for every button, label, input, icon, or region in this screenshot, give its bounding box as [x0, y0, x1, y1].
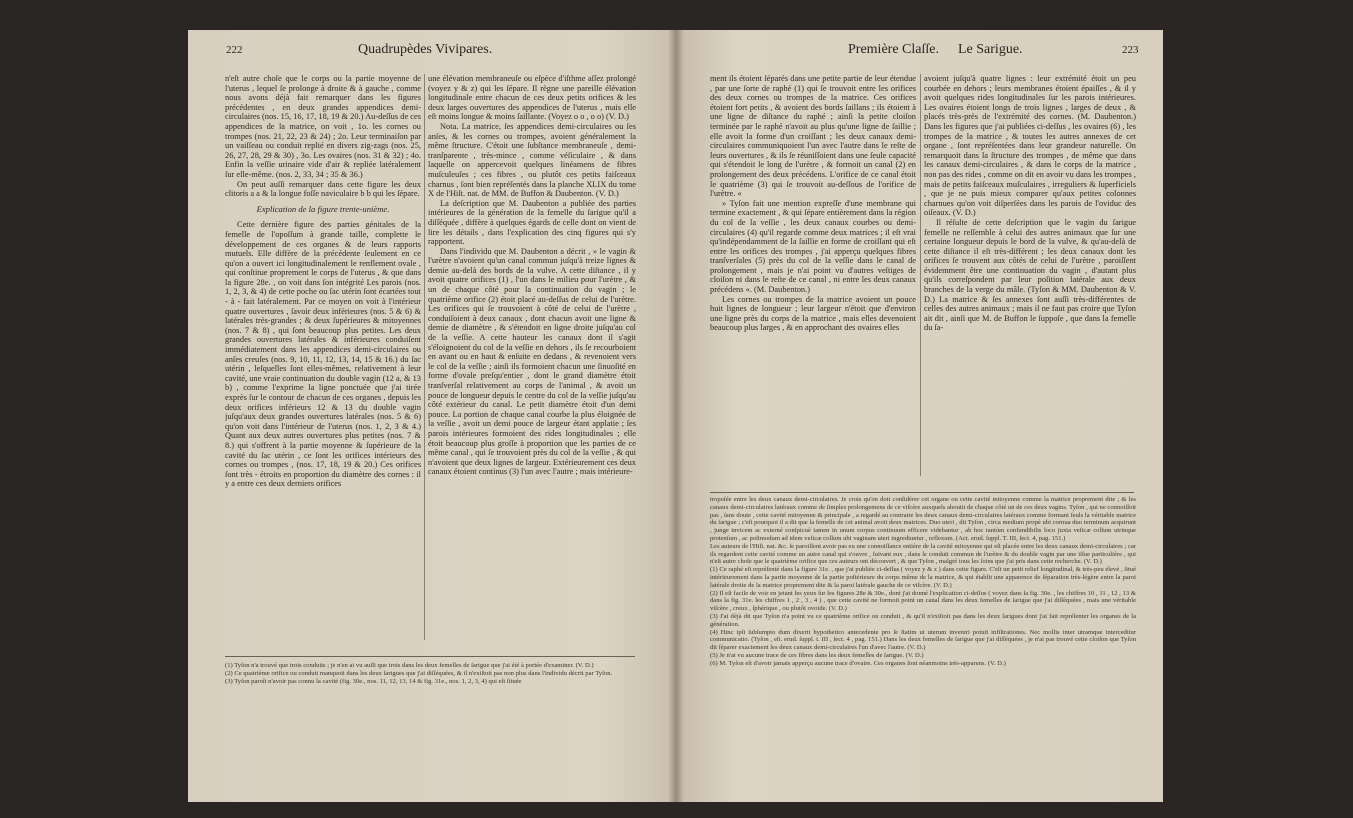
- paragraph: Les cornes ou trompes de la matrice avoient un pouce huit lignes de longueur ; leur largeur n'étoit que d'environ une ligne près du corps de la matrice , mais elles devenoient beaucoup plus larges , & en approchant des ovaires elles: [710, 294, 916, 333]
- paragraph: » Tyſon fait une mention expreſſe d'une membrane qui termine exactement , & qui ſépare entièrement dans la région du col de la veſſie , les deux canaux courbes ou demi-circulaires (4) qu'il regarde comme deux matrices ; il eſt vrai qu'indépendamment de la ſaillie en forme de croiſſant qui eſt entre les orifices des trompes , j'ai apperçu quelques fibres tranſverſales (5) près du col de la veſſie dans le canal de prolongement , mais je n'ai point vu d'autres veſtiges de cloiſon ni dans le reſte de ce canal , ni entre les deux canaux précédens «. (M. Daubenton.): [710, 198, 916, 295]
- left-column-2: [428, 74, 636, 646]
- paragraph: Dans l'individu que M. Daubenton a décrit , » le vagin & l'urètre n'avoient qu'un canal commun juſqu'à treize lignes & demie au-delà des bords de la vulve. A cette diſtance , il y avoit quatre orifices (1) , l'un dans le milieu pour l'urètre , & un de chaque côté pour la continuation du vagin ; le quatrième orifice (2) étoit placé au-deſſus de celui de l'urètre. Les orifices qui ſe trouvoient à côté de celui de l'urètre , conduiſoient à deux canaux , dont chacun avoit une ligne & demie de diamètre , & s'étendoit en ligne droite juſqu'au col de la veſſie. A cette hauteur les canaux dont il s'agit s'éloignoient du col de la veſſie en dehors , ils ſe recourboient en avant ou en haut & enſuite en dedans , & revenoient vers le col de la veſſie ; ainſi ils formoient chacun une ſinuoſité en forme d'ovale preſqu'entier , dont le grand diamètre étoit tranſverſal relativement au corps de l'animal , & avoit un pouce de longueur depuis le centre du col de la veſſie juſqu'au côté extérieur du canal. Le petit diamètre étoit d'un demi pouce. La portion de chaque canal courbe la plus éloignée de la veſſie , avoit un demi pouce de largeur étant applatie ; ſes parois intérieures formoient des rides longitudinales ; elle étoit beaucoup plus groſſe à proportion que les parties de ce même canal , qui ſe trouvoient près du col de la veſſie , & qui n'avoient que deux lignes de largeur. Extérieurement ces deux canaux étoient continus (3) l'un avec l'autre ; mais intérieure-: [428, 246, 636, 477]
- right-column-2: [924, 74, 1136, 484]
- paragraph: On peut auſſi remarquer dans cette figure les deux clitoris a a & la longue foſſe naviculaire b b qui les ſépare.: [225, 179, 421, 199]
- footnote: (5) Je n'ai vu aucune trace de ces fibres dans les deux femelles de ſarigue. (V. D.): [710, 651, 924, 659]
- paragraph: n'eſt autre choſe que le corps ou la partie moyenne de l'uterus , lequel ſe prolonge à droite & à gauche , comme nous avons déjà fait remarquer dans les figures précédentes , en deux grandes appendices demi-circulaires (nos. 15, 16, 17, 18, 19 & 20.) Au-deſſus de ces appendices de la matrice, on voit , 1o. les cornes ou trompes (nos. 21, 22, 23 & 24) ; 2o. Leur terminaiſon par un vaiſſeau ou conduit replié en divers zig-zags (nos. 25, 26, 27, 28, 29 & 30) , 3o. Les ovaires (nos. 31 & 32) ; 4o. Enfin la veſſie urinaire vide d'air & repliée latéralement ſur elle-même. (nos. 2, 33, 34 ; 35 & 36.): [225, 74, 421, 179]
- paragraph: Il réſulte de cette deſcription que le vagin du ſarigue femelle ne reſſemble à celui des autres animaux que ſur une certaine longueur depuis le bord de la vulve, & qu'au-delà de cette diſtance il eſt très-différent ; les deux canaux dont les orifices ſe trouvent aux côtés de celui de l'urètre , paroiſſent évidemment être une continuation du vagin , d'autant plus qu'ils correſpondent par leur poſition latérale aux deux branches de la verge du mâle. (Tyſon & MM. Daubenton & V. D.) La matrice & ſes annexes ſont auſſi très-différentes de celles des autres animaux ; mais il ne faut pas croire que Tyſon ait dit , ainſi que M. de Buffon le ſuppoſe , que dans la femelle du ſa-: [924, 217, 1136, 333]
- right-column-1: [710, 74, 916, 484]
- left-page-number: 222: [226, 44, 243, 56]
- paragraph: La deſcription que M. Daubenton a publiée des parties intérieures de la génération de la femelle du ſarigue qu'il a diſſéquée , diffère à quelques égards de celle dont on vient de lire les détails , dans l'explication des cinq figures qui s'y rapportent.: [428, 198, 636, 247]
- left-footnotes: [225, 662, 637, 762]
- footnote: (3) Tyſon paroît n'avoir pas connu la cavité (fig. 30e., nos. 11, 12, 13, 14 & fig. 31e., nos. 1, 2, 3, 4) qui eſt ſituée: [225, 677, 522, 685]
- footnote: (2) Il eſt facile de voir en jetant les yeux ſur les figures 28e & 30e., dont j'ai donné l'explication ci-deſſus ( voyez dans la fig. 30e. , les chiffres 10 , 11 , 12 , 13 & dans la fig. 31e. les chiffres 1 , 2 , 3 , 4 ) , que cette cavité ne formoit point un canal dans les deux femelles de ſarigue que j'ai diſſéquées , mais une véritable viſcère , creux , ſphérique , ou plutôt ovoïde. (V. D.): [710, 589, 1136, 613]
- footnote: (4) Hinc ipſi ſubſumpto dum dixerit hypothetico antecedente pro ſe ſtatim ut uterum inveniri potuit infiltrationes. Nec mollis inter utramque interceditur communicatio. (Tyſon , eſt. erud. ſuppl. t. III , ſect. 4 , pag. 151.) Dans les deux femelles de ſarigue que j'ai diſſéquées , je n'ai pas trouvé cette cloiſon que Tyſon dit ſéparer exactement les deux canaux demi-circulaires l'un d'avec l'autre. (V. D.): [710, 628, 1136, 652]
- footnote-rule: [225, 656, 635, 657]
- footnote: (1) Ce raphé eſt repréſenté dans la figure 31e. , que j'ai publiée ci-deſſus ( voyez y & z ) dans cette figure. C'eſt un petit relief longitudinal, & très-peu élevé , ſitué intérieurement dans la partie moyenne de la partie poſtérieure du corps même de la matrice, & qui établit une apparence de ſéparation très-légère entre la paroi latérale droite de la matrice proprement dite & la paroi latérale gauche de ce viſcère. (V. D.): [710, 566, 1136, 589]
- footnote: (1) Tyſon n'a trouvé que trois conduits ; je n'en ai vu auſſi que trois dans les deux femelles de ſarigue que j'ai été à portée d'examiner. (V. D.): [225, 662, 594, 669]
- column-divider: [424, 74, 425, 640]
- footnote: (6) M. Tyſon eſt d'avoir jamais apperçu aucune trace d'ovaire. Ces organes ſont néanmoins très-apparens. (V. D.): [710, 659, 1006, 667]
- paragraph: avoient juſqu'à quatre lignes : leur extrémité étoit un peu courbée en dehors ; leurs membranes étoient épaiſſes , & il y avoit quelques rides longitudinales ſur les parois intérieures. Les ovaires étoient longs de trois lignes , larges de deux , & placés très-près de l'extrémité des cornes. (M. Daubenton.) Dans les figures que j'ai publiées ci-deſſus , les ovaires (6) , les trompes de la matrice , & toutes les autres annexes de cet organe , ſont repréſentées dans leur grandeur naturelle. On remarquoit dans la ſtructure des trompes , de même que dans les canaux demi-circulaires , & dans le corps de la matrice , non pas des rides , comme on dit en avoir vu dans les trompes , mais de petits faiſceaux muſculaires , irreguliers & ſuperficiels , que je ne puis mieux comparer qu'aux petites colonnes charnues qu'on voit diſperſées dans les parois de l'oviduc des oiſeaux. (V. D.): [924, 74, 1136, 218]
- footnote: Les auteurs de l'Hiſt. nat. &c. ſe paroiſſent avoir pas eu une connoiſſance entière de la cavité mitoyenne qui eſt placée entre les deux canaux demi-circulaires ; car ils regardent cette cavité comme un autre canal qui s'ouvre , ſuivant eux , dans le conduit commun de l'urètre & du double vagin par une iſſue particulière , qui n'eſt autre choſe que le quatrième orifice que ces auteurs ont découvert , & que Tyſon , malgré tous les ſoins que j'ai pris dans cette recherche. (V. D.): [710, 542, 1136, 566]
- paragraph: une élévation membraneuſe ou eſpèce d'iſthme aſſez prolongé (voyez y & z) qui les ſépare. Il règne une pareille élévation longitudinale entre chacun de ces deux petits orifices & les deux larges ouvertures des appendices de l'uterus , mais elle eſt moins longue & moins ſaillante. (Voyez o o , o o) (V. D.): [428, 74, 636, 122]
- section-heading: Explication de la figure trente-unième.: [256, 203, 390, 214]
- paragraph: Nota. La matrice, ſes appendices demi-circulaires ou ſes anſes, & les cornes ou trompes, avoient généralement la même ſtructure. C'étoit une ſubſtance membraneuſe , demi-tranſparente , très-mince , comme véſiculaire , & dans laquelle on appercevoit quelques linéamens de fibres muſculeuſes ; ces fibres , ou plutôt ces petits faiſceaux charnus , ſont bien repréſentés dans la planche XLIX du tome X de l'Hiſt. nat. de MM. de Buffon & Daubenton. (V. D.): [428, 121, 636, 199]
- right-running-subtitle: Le Sarigue.: [958, 42, 1023, 57]
- paragraph: ment ils étoient ſéparés dans une petite partie de leur étendue , par une ſorte de raphé (1) qui ſe trouvoit entre les orifices des deux cornes ou trompes de la matrice. Ces orifices étoient fort petits , & avoient des bords ſaillans ; ils étoient à une ligne de diſtance du raphé ; ainſi la petite cloiſon terminée par le raphé n'avoit au plus qu'une ligne de ſaillie ; elle avoit la forme d'un croiſſant ; les deux canaux demi-circulaires communiquoient l'un avec l'autre dans le reſte de leurs ouvertures , & ils ſe réuniſſoient dans une ſeule capacité qui s'étendoit le long de l'urètre , & formoit un canal (2) en prolongement des deux précédens. L'orifice de ce canal étoit le quatrième (3) qui ſe trouvoit au-deſſous de l'orifice de l'urètre. «: [710, 74, 916, 199]
- left-running-title: Quadrupèdes Vivipares.: [358, 42, 493, 57]
- right-footnotes: [710, 496, 1136, 796]
- paragraph: Cette dernière figure des parties génitales de la femelle de l'opoſſum à grande taille, complette le développement de ces organes & de leurs rapports mutuels. Elle diffère de la précédente ſeulement en ce qu'on a ouvert ici longitudinalement le renflement ovale , qui conſtitue proprement le corps de l'uterus , & que dans la figure 28e. , on voit dans ſon intégrité Les parois (nos. 1, 2, 3, & 4) de cette poche ou ſac utérin ſont écartées tout - à - fait latéralement. Par ce moyen on voit à l'intérieur quatre ouvertures , ſavoir deux inférieures (nos. 5 & 6) & latérales très-grandes ; & deux ſupérieures & mitoyennes (nos. 7 & 8) , qui ſont beaucoup plus petites. Les deux grandes ouvertures latérales & inférieures conduiſent immédiatement dans les appendices demi-circulaires ou anſes creuſes (nos. 9, 10, 11, 12, 13, 14, 15 & 16.) du ſac utérin , leſquelles ſont elles-mêmes, relativement à leur cavité, une vraie continuation du double vagin (12 a, & 13 b) , comme l'exprime la ligne ponctuée que j'ai tirée exprès ſur le contour de chacun de ces organes , depuis les deux orifices inférieurs 12 & 13 du double vagin juſqu'aux deux grandes ouvertures latérales (nos. 5 & 6) qu'on voit dans l'intérieur de l'uterus (nos. 1, 2, 3 & 4.) Quant aux deux autres ouvertures plus petites (nos. 7 & 8.) qui s'offrent à la partie moyenne & ſupérieure de la cavité du ſac utérin , ce ſont les orifices intérieurs des cornes ou trompes , (nos. 17, 18, 19 & 20.) Ces orifices ſont très - étroits en proportion du diamètre des cornes : il y a entre ces deux derniers orifices: [225, 220, 421, 489]
- left-column-1: [225, 74, 421, 646]
- right-running-title: Première Claſſe.: [848, 42, 939, 57]
- footnote: (2) Ce quatrième orifice ou conduit manquoit dans les deux ſarigues que j'ai diſſéquées, & il n'exiſtoit pas non plus dans l'individu décrit par Tyſon.: [225, 669, 613, 677]
- footnote: (3) J'ai déjà dit que Tyſon n'a point vu ce quatrième orifice ou conduit , & qu'il n'exiſtoit pas dans les deux ſarigues dont j'ai fait repréſenter les organes de la génération.: [710, 612, 1136, 628]
- footnote-rule: [710, 492, 1134, 493]
- footnote: tropoſée entre les deux canaux demi-circulaires. Je crois qu'on doit conſidérer cet organe ou cette cavité mitoyenne comme la matrice proprement dite ; & les canaux demi-circulaires latéraux comme de ſimples prolongemens de ce viſcère auxquels aboutit de chaque côté un de ces deux vagins. Tyſon , qui ne connoiſſoit pas , ſans doute , cette cavité mitoyenne & principale , a regardé au contraire les deux canaux demi-circulaires latéraux comme formant ſeuls la véritable matrice du ſarigue ; c'eſt pourquoi il a dit que la femelle de cet animal avoit deux matrices. Duo uteri , dit Tyſon , circa medium propè ubi cornua duo terminum acquirunt , junge invicem ac externè conſpicuè tamen in unum corpus continuum efficere videbantur , ab hoc tantùm confundibilis loco juxta veſicæ collum utrinque protenſum , ac poſtmodum ad idem veſicæ collum ubi vaginam uteri ingrediuntur , reflexum. (Act. erud. ſuppl. T. III, ſect. 4, pag. 151.): [710, 496, 1136, 542]
- right-page-number: 223: [1122, 44, 1139, 56]
- book-gutter: [668, 30, 684, 802]
- column-divider: [920, 74, 921, 476]
